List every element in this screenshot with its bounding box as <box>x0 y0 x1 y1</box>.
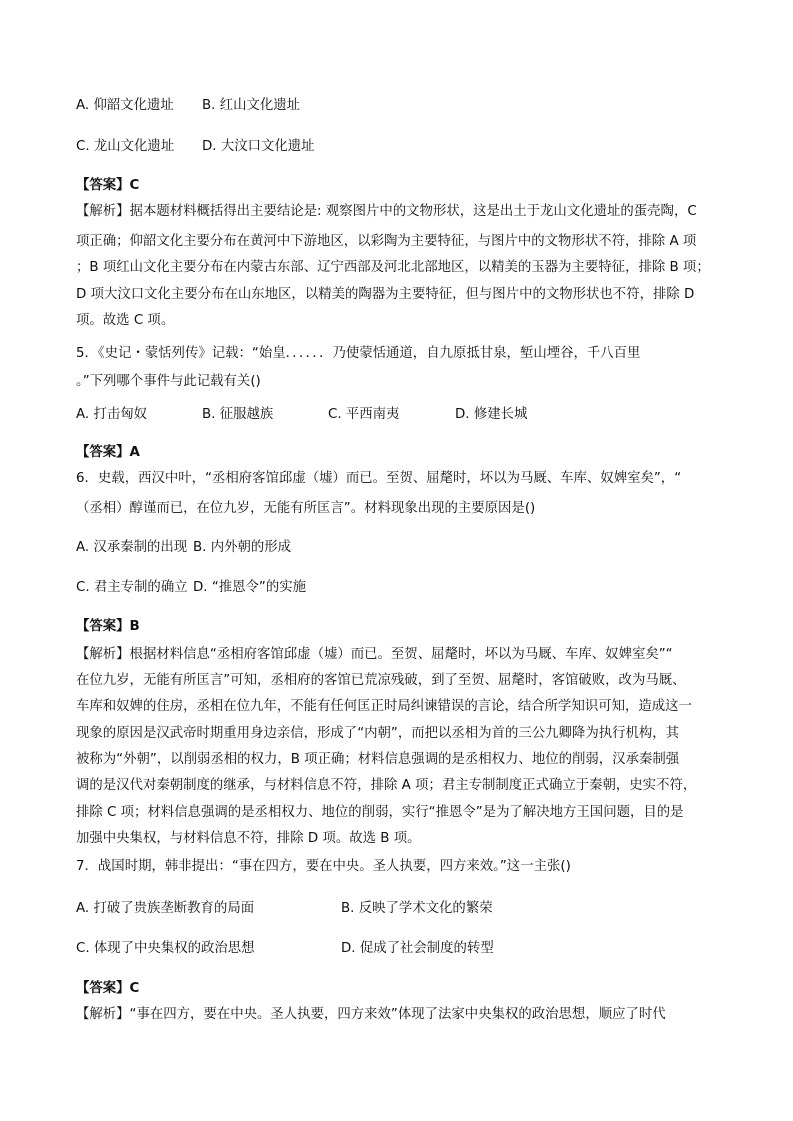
q6-option-c: C. 君主专制的确立 <box>76 580 188 595</box>
q4-option-c: C. 龙山文化遗址 <box>76 139 175 154</box>
q7-option-d: D. 促成了社会制度的转型 <box>341 941 494 956</box>
q4-option-b: B. 红山文化遗址 <box>202 98 301 113</box>
q5-option-a: A. 打击匈奴 <box>76 407 147 422</box>
q4-analysis-line: 项正确；仰韶文化主要分布在黄河中下游地区，以彩陶为主要特征，与图片中的文物形状不符，排除 A 项 <box>76 234 697 249</box>
q5-stem-line: 。”下列哪个事件与此记载有关() <box>76 374 261 389</box>
q4-analysis-line: ；B 项红山文化主要分布在内蒙古东部、辽宁西部及河北北部地区，以精美的玉器为主要特征，排除 B 项； <box>76 260 710 275</box>
q6-analysis-line: 被称为“外朝”，以削弱丞相的权力，B 项正确；材料信息强调的是丞相权力、地位的削弱，汉承秦制强 <box>76 752 680 767</box>
q6-analysis-line: 加强中央集权，与材料信息不符，排除 D 项。故选 B 项。 <box>76 831 421 846</box>
q6-stem-line: 6．史载，西汉中叶，“丞相府客馆邱虚（墟）而已。至贺、屈氂时，坏以为马厩、车库、奴婢室矣”，“ <box>76 471 682 486</box>
q6-answer: 【答案】B <box>76 619 140 634</box>
q7-stem: 7．战国时期，韩非提出：“事在四方，要在中央。圣人执要，四方来效。”这一主张() <box>76 859 571 874</box>
q7-option-b: B. 反映了学术文化的繁荣 <box>341 901 493 916</box>
q4-analysis-line: 项。故选 C 项。 <box>76 313 175 328</box>
q6-analysis-line: 调的是汉代对秦朝制度的继承，与材料信息不符，排除 A 项；君主专制制度正式确立于秦朝，史实不符， <box>76 778 697 793</box>
q7-option-a: A. 打破了贵族垄断教育的局面 <box>76 901 255 916</box>
q6-analysis-line: 【解析】根据材料信息“丞相府客馆邱虚（墟）而已。至贺、屈氂时，坏以为马厩、车库、奴婢室矣”“ <box>76 647 673 662</box>
q4-analysis-line: D 项大汶口文化主要分布在山东地区，以精美的陶器为主要特征，但与图片中的文物形状也不符，排除 D <box>76 287 695 302</box>
q6-analysis-line: 在位九岁，无能有所匡言”可知，丞相府的客馆已荒凉残破，到了至贺、屈氂时，客馆破败，改为马厩、 <box>76 673 686 688</box>
q7-analysis-line: 【解析】“事在四方，要在中央。圣人执要，四方来效”体现了法家中央集权的政治思想，顺应了时代 <box>76 1007 666 1022</box>
q5-answer: 【答案】A <box>76 445 140 460</box>
q6-analysis-line: 现象的原因是汉武帝时期重用身边亲信，形成了“内朝”，而把以丞相为首的三公九卿降为执行机构，其 <box>76 726 680 741</box>
q4-option-d: D. 大汶口文化遗址 <box>202 139 315 154</box>
q5-stem-line: 5．《史记・蒙恬列传》记载：“始皇．．．．．．乃使蒙恬通道，自九原抵甘泉，堑山堙谷，千八百里 <box>76 346 641 361</box>
q4-option-a: A. 仰韶文化遗址 <box>76 98 174 113</box>
q4-analysis-line: 【解析】据本题材料概括得出主要结论是: 观察图片中的文物形状，这是出土于龙山文化遗址的蛋壳陶，C <box>76 204 697 219</box>
q5-option-c: C. 平西南夷 <box>328 407 400 422</box>
q7-option-c: C. 体现了中央集权的政治思想 <box>76 941 255 956</box>
q5-option-d: D. 修建长城 <box>455 407 528 422</box>
q5-option-b: B. 征服越族 <box>202 407 274 422</box>
q7-answer: 【答案】C <box>76 981 140 996</box>
q6-option-b: B. 内外朝的形成 <box>193 540 292 555</box>
q6-stem-line: （丞相）醇谨而已，在位九岁，无能有所匡言”。材料现象出现的主要原因是() <box>76 501 536 516</box>
q6-option-d: D. “推恩令”的实施 <box>193 580 307 595</box>
q6-analysis-line: 排除 C 项；材料信息强调的是丞相权力、地位的削弱，实行“推恩令”是为了解决地方王国问题，目的是 <box>76 805 684 820</box>
q6-option-a: A. 汉承秦制的出现 <box>76 540 188 555</box>
q6-analysis-line: 车库和奴婢的住房，丞相在位九年，不能有任何匡正时局纠谏错误的言论，结合所学知识可知，造成这一 <box>76 699 692 714</box>
q4-answer: 【答案】C <box>76 178 140 193</box>
